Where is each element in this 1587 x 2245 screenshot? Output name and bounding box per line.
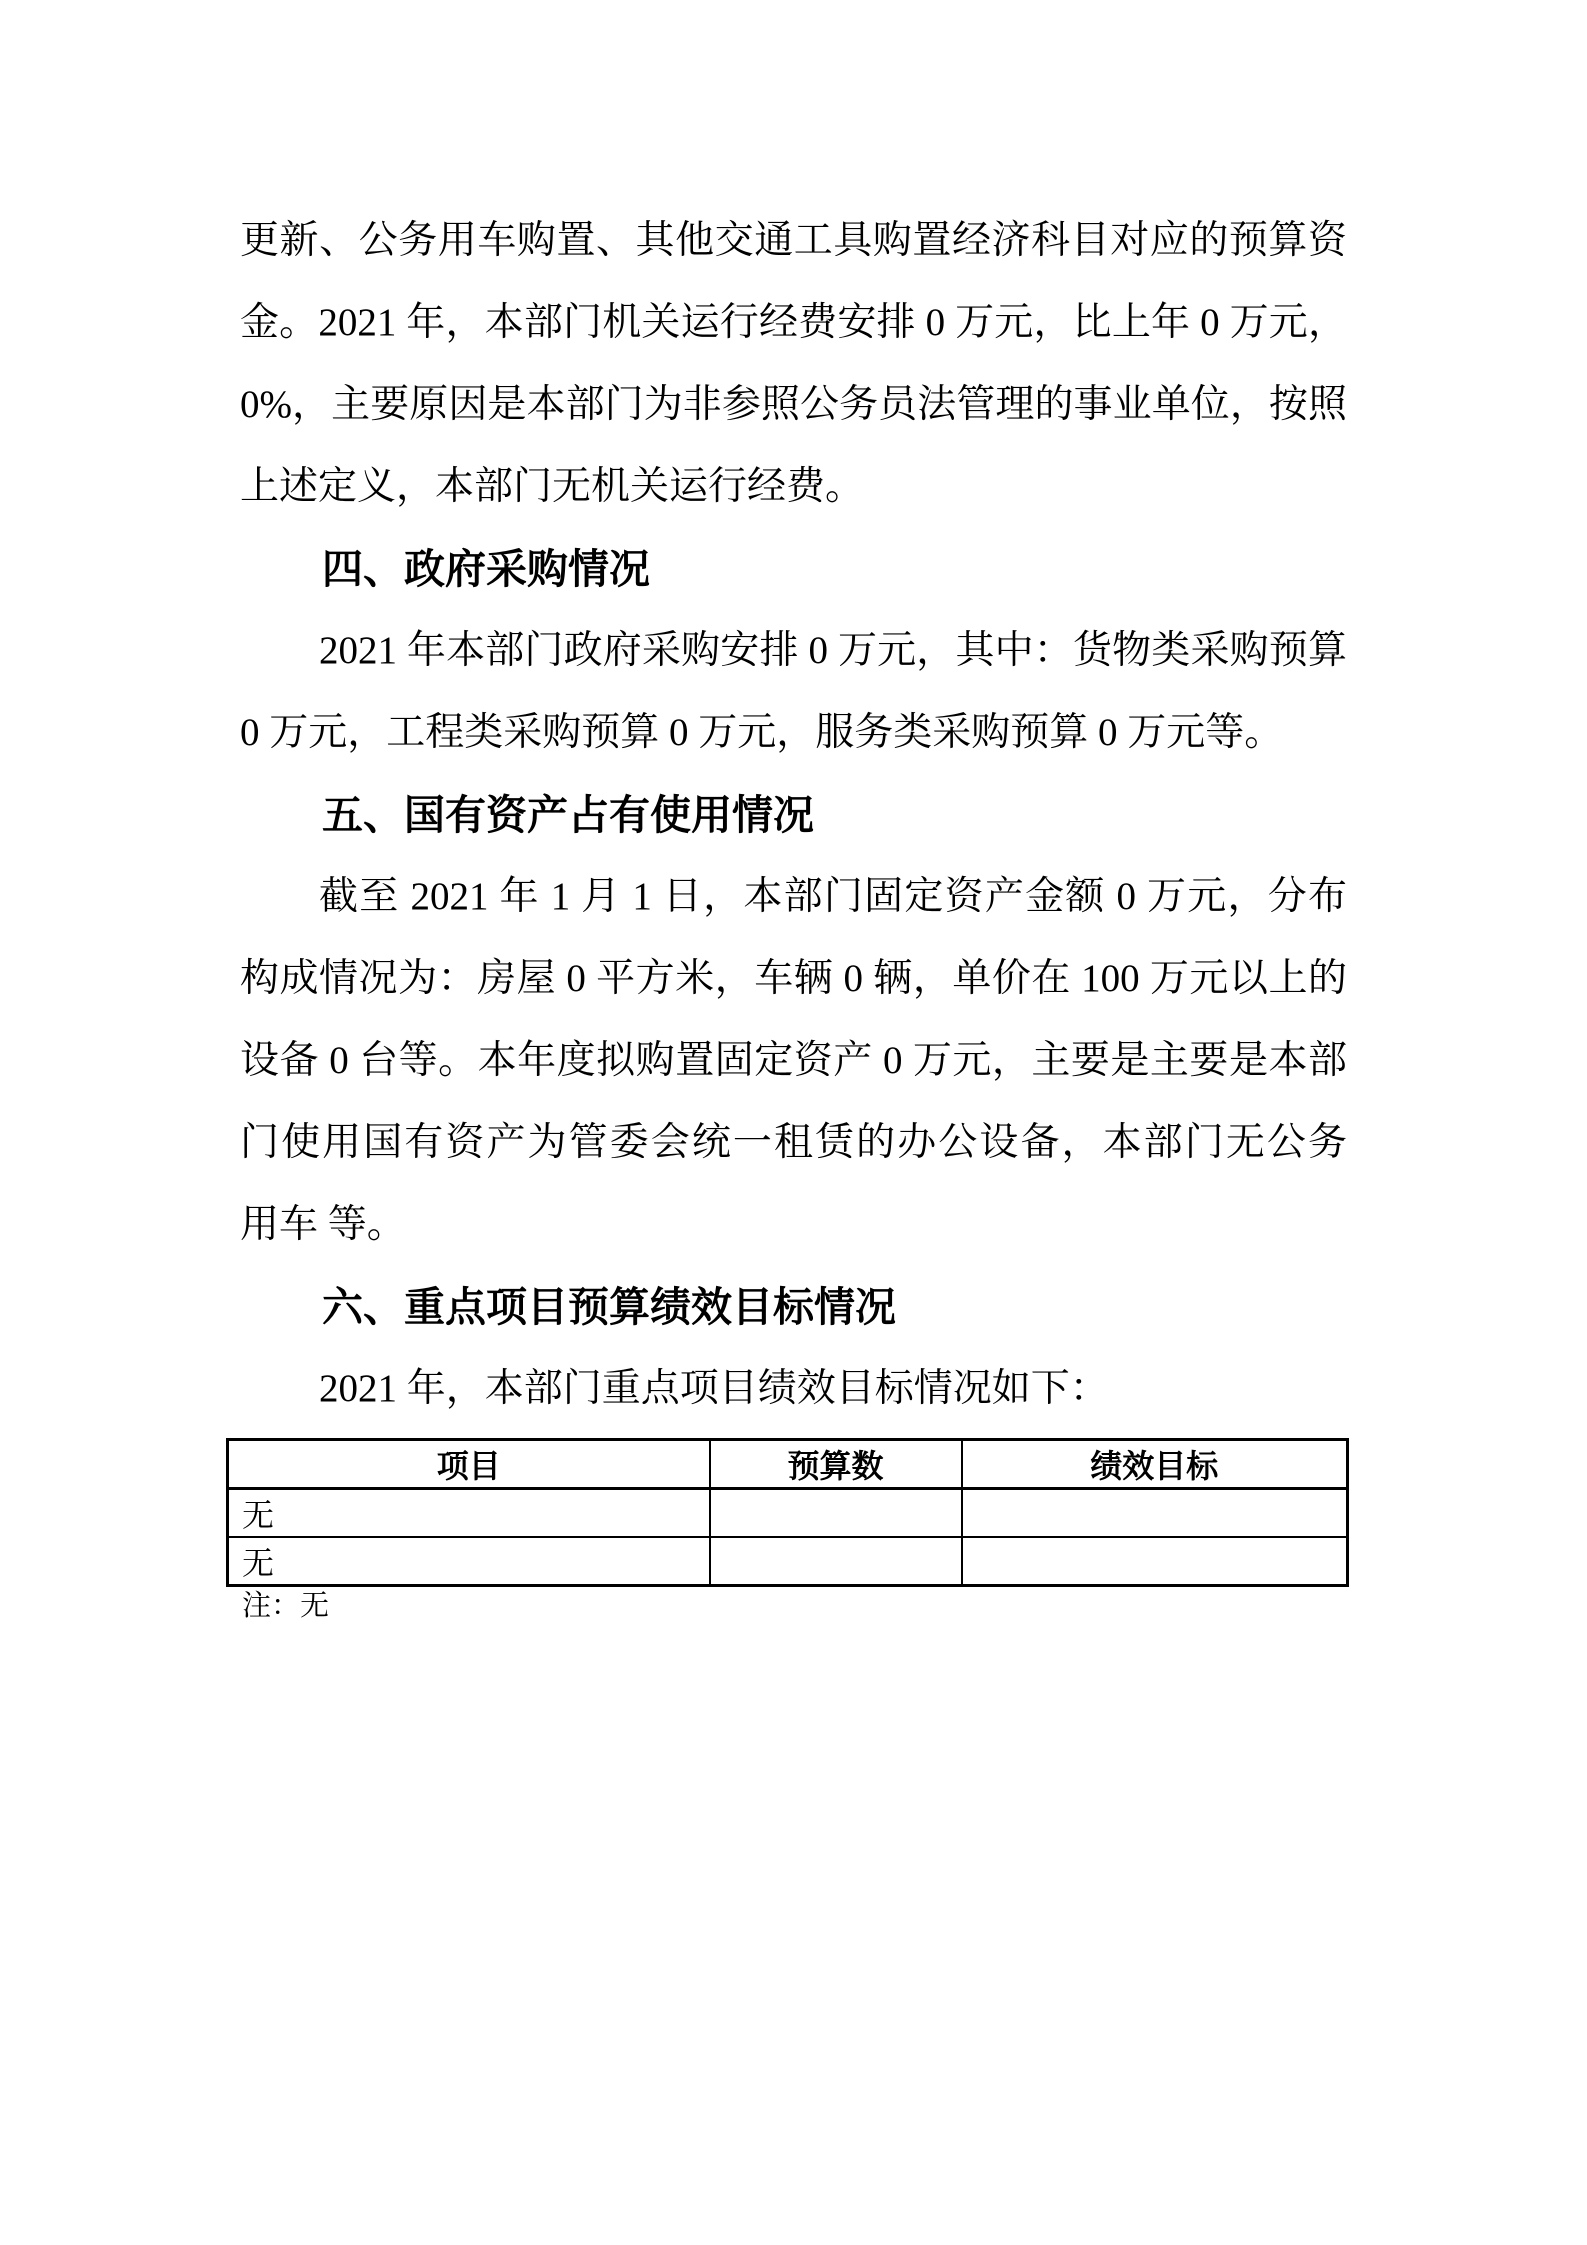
- section-heading-key-project-targets: 六、重点项目预算绩效目标情况: [322, 1284, 896, 1330]
- table-cell-project: 无: [228, 1537, 710, 1586]
- paragraph-line: 截至 2021 年 1 月 1 日，本部门固定资产金额 0 万元，分布: [319, 875, 1347, 918]
- paragraph-admin-expense: [240, 200, 1347, 528]
- table-row: [228, 1537, 1348, 1586]
- page-content: [240, 200, 1347, 1430]
- paragraph-line: 2021 年，本部门重点项目绩效目标情况如下：: [319, 1367, 1109, 1410]
- section-heading-state-assets: 五、国有资产占有使用情况: [322, 792, 814, 838]
- table-cell-target: [962, 1537, 1348, 1586]
- table-cell-project: 无: [228, 1489, 710, 1538]
- paragraph-line: 门使用国有资产为管委会统一租赁的办公设备，本部门无公务: [240, 1121, 1347, 1164]
- paragraph-line: 0%，主要原因是本部门为非参照公务员法管理的事业单位，按照: [240, 383, 1347, 426]
- paragraph-line: 上述定义，本部门无机关运行经费。: [240, 465, 865, 508]
- paragraph-line: 更新、公务用车购置、其他交通工具购置经济科目对应的预算资: [240, 219, 1347, 262]
- table-note: 注：无: [242, 1590, 330, 1622]
- paragraph-line: 用车 等。: [240, 1203, 406, 1246]
- paragraph-line: 金。2021 年，本部门机关运行经费安排 0 万元，比上年 0 万元，: [240, 301, 1347, 344]
- performance-target-table: [226, 1438, 1349, 1587]
- table-cell-budget: [710, 1489, 962, 1538]
- paragraph-government-procurement: [240, 610, 1347, 774]
- table-header-project: 项目: [228, 1440, 710, 1489]
- table-header-budget: 预算数: [710, 1440, 962, 1489]
- table-cell-budget: [710, 1537, 962, 1586]
- table-row: [228, 1489, 1348, 1538]
- section-heading-government-procurement: 四、政府采购情况: [322, 546, 650, 592]
- paragraph-line: 构成情况为：房屋 0 平方米，车辆 0 辆，单价在 100 万元以上的: [240, 957, 1347, 1000]
- table-cell-target: [962, 1489, 1348, 1538]
- paragraph-state-assets: [240, 856, 1347, 1266]
- paragraph-line: 2021 年本部门政府采购安排 0 万元，其中：货物类采购预算: [319, 629, 1347, 672]
- table-header-target: 绩效目标: [962, 1440, 1348, 1489]
- paragraph-line: 0 万元，工程类采购预算 0 万元，服务类采购预算 0 万元等。: [240, 711, 1284, 754]
- paragraph-line: 设备 0 台等。本年度拟购置固定资产 0 万元，主要是主要是本部: [240, 1039, 1347, 1082]
- table-header-row: [228, 1440, 1348, 1489]
- paragraph-key-project-targets: [240, 1348, 1347, 1430]
